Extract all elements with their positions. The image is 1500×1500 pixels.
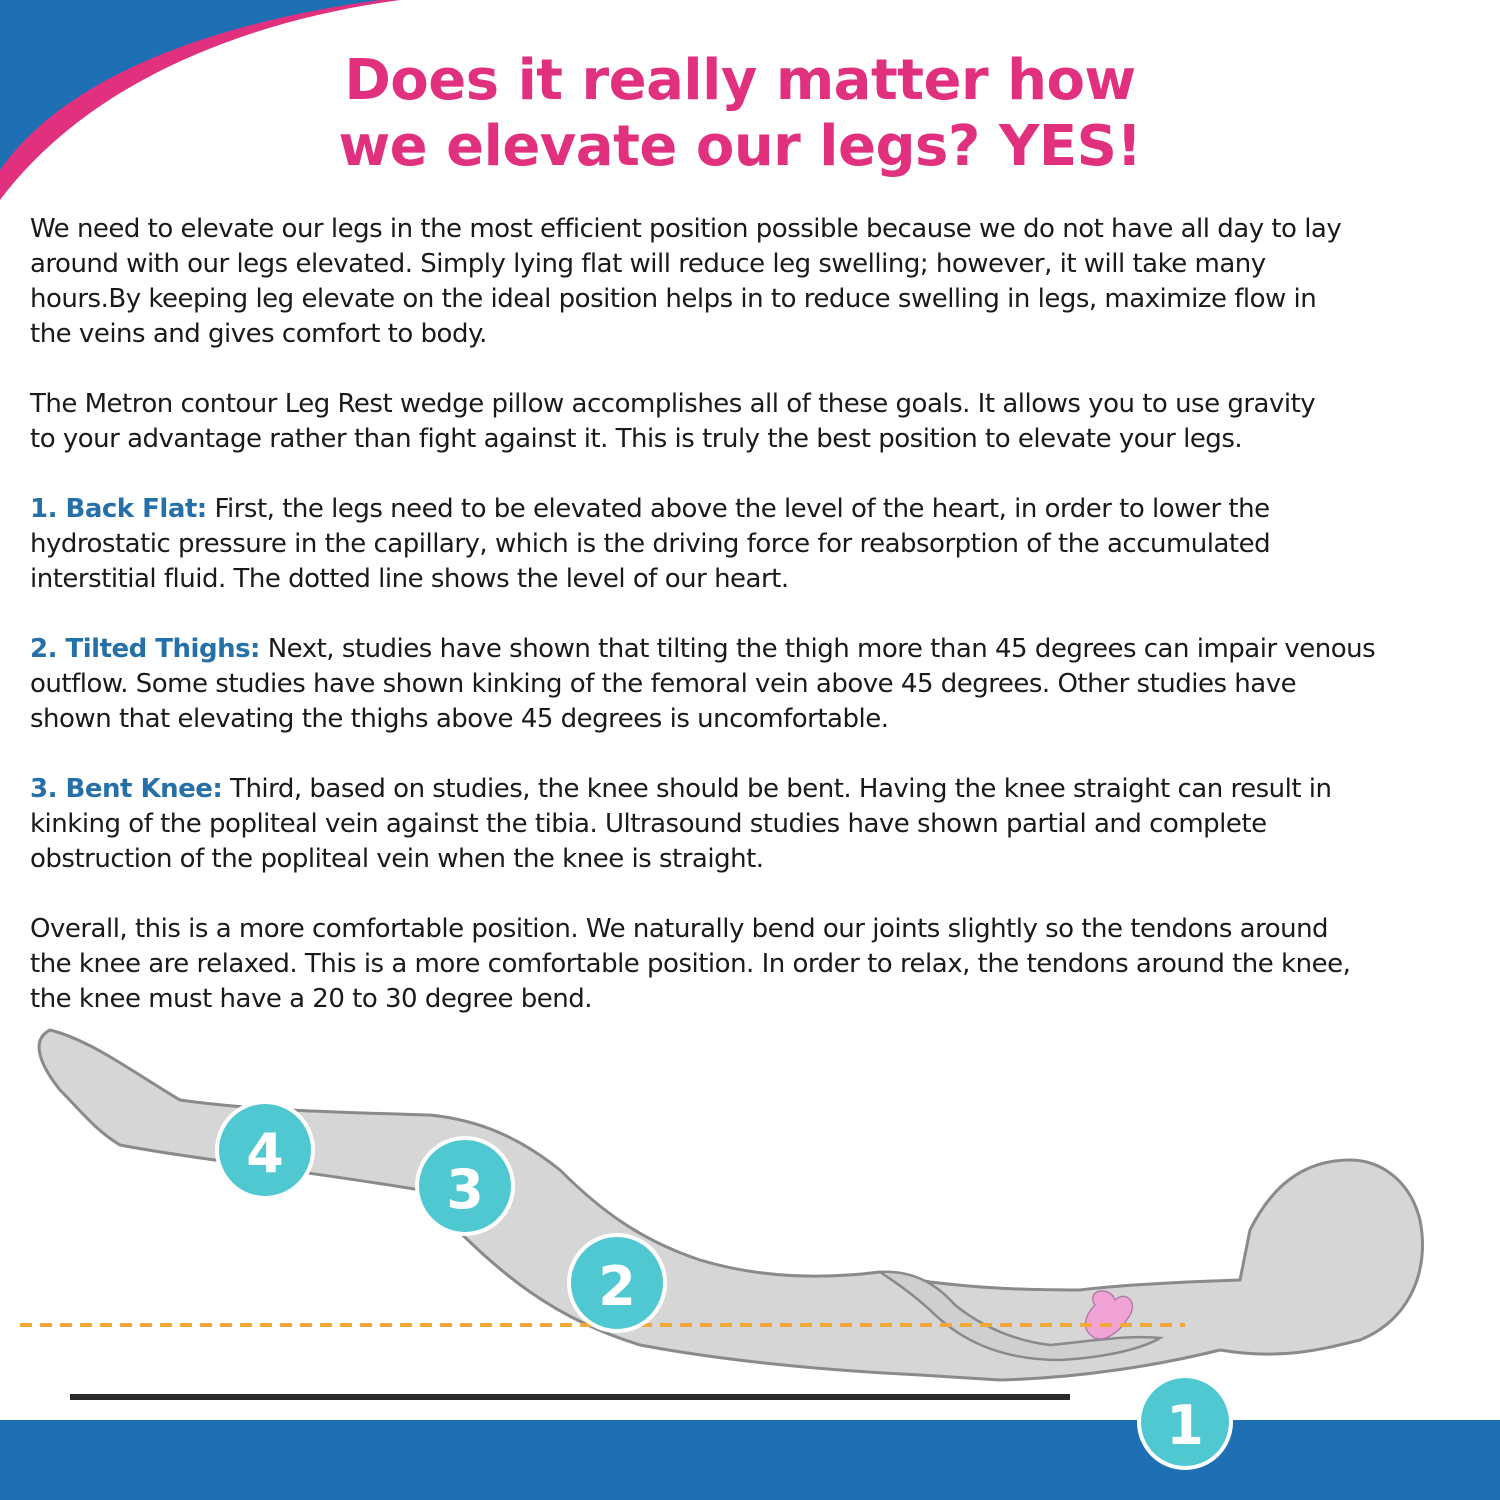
body-silhouette (39, 1030, 1422, 1380)
point-heading-line (30, 492, 1480, 527)
intro-paragraph (30, 212, 1480, 352)
headline-line-2: we elevate our legs? YES! (338, 114, 1142, 179)
badge-3-label: 3 (446, 1158, 484, 1221)
point-line: hydrostatic pressure in the capillary, which is the driving force for reabsorption of the accumulated (30, 529, 1271, 559)
product-paragraph (30, 387, 1480, 457)
point-heading-line (30, 632, 1480, 667)
headline-line-1: Does it really matter how (344, 48, 1136, 113)
point-line: shown that elevating the thighs above 45 degrees is uncomfortable. (30, 704, 889, 734)
overall-line: Overall, this is a more comfortable position. We naturally bend our joints slightly so the tendons around (30, 914, 1329, 944)
floor-line (70, 1394, 1070, 1400)
product-line: to your advantage rather than fight against it. This is truly the best position to elevate your legs. (30, 424, 1243, 454)
point-number: 1 (30, 494, 48, 524)
intro-line: We need to elevate our legs in the most efficient position possible because we do not have all day to lay (30, 214, 1342, 244)
badge-2-label: 2 (598, 1255, 636, 1318)
point-label: . Back Flat: (47, 494, 207, 524)
point-line: obstruction of the popliteal vein when the knee is straight. (30, 844, 764, 874)
point-label: . Bent Knee: (47, 774, 223, 804)
badge-4-label: 4 (246, 1122, 284, 1185)
intro-line: around with our legs elevated. Simply lying flat will reduce leg swelling; however, it will take many (30, 249, 1266, 279)
point-heading-line (30, 772, 1480, 807)
leg-elevation-illustration (0, 1020, 1500, 1500)
headline (240, 48, 1240, 180)
point-label: . Tilted Thighs: (47, 634, 260, 664)
point-bent-knee (30, 772, 1480, 877)
badge-1 (1139, 1376, 1231, 1468)
product-line: The Metron contour Leg Rest wedge pillow accomplishes all of these goals. It allows you to use gravity (30, 389, 1316, 419)
overall-line: the knee are relaxed. This is a more comfortable position. In order to relax, the tendons around the knee, (30, 949, 1351, 979)
article-body (30, 212, 1480, 1052)
point-text: Next, studies have shown that tilting the thigh more than 45 degrees can impair venous (259, 634, 1376, 664)
point-line: outflow. Some studies have shown kinking of the femoral vein above 45 degrees. Other studies have (30, 669, 1297, 699)
intro-line: hours.By keeping leg elevate on the ideal position helps in to reduce swelling in legs, maximize flow in (30, 284, 1317, 314)
point-number: 2 (30, 634, 48, 664)
overall-paragraph (30, 912, 1480, 1017)
point-line: interstitial fluid. The dotted line shows the level of our heart. (30, 564, 789, 594)
overall-line: the knee must have a 20 to 30 degree bend. (30, 984, 592, 1014)
badge-3 (417, 1138, 513, 1234)
point-tilted-thighs (30, 632, 1480, 737)
point-text: First, the legs need to be elevated above the level of the heart, in order to lower the (206, 494, 1270, 524)
point-line: kinking of the popliteal vein against the tibia. Ultrasound studies have shown partial and complete (30, 809, 1267, 839)
point-back-flat (30, 492, 1480, 597)
badge-4 (217, 1102, 313, 1198)
badge-1-label: 1 (1166, 1394, 1204, 1457)
intro-line: the veins and gives comfort to body. (30, 319, 487, 349)
badge-2 (569, 1235, 665, 1331)
point-number: 3 (30, 774, 48, 804)
point-text: Third, based on studies, the knee should be bent. Having the knee straight can result in (222, 774, 1332, 804)
